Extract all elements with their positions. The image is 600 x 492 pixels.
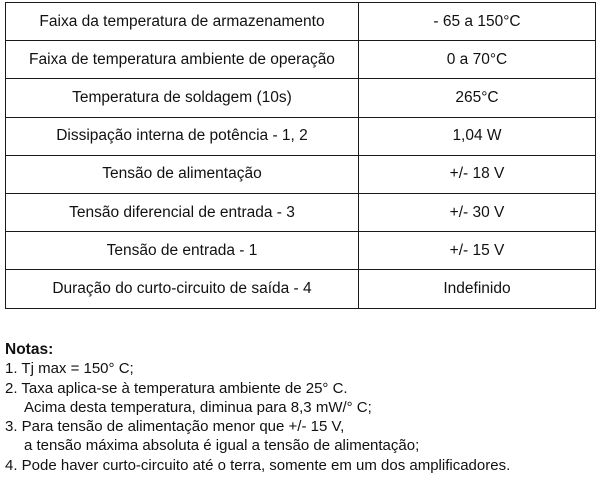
note-line: 3. Para tensão de alimentação menor que +/- 15 V, (5, 418, 345, 436)
note-line: Acima desta temperatura, diminua para 8,3 mW/° C; (24, 398, 372, 416)
note-line: 4. Pode haver curto-circuito até o terra, somente em um dos amplificadores. (5, 456, 511, 474)
value-cell: 0 a 70°C (359, 41, 596, 79)
parameter-cell: Tensão de alimentação (6, 155, 359, 193)
value-cell: +/- 15 V (359, 232, 596, 270)
table-row (6, 155, 596, 193)
table-row (6, 193, 596, 231)
parameter-cell: Duração do curto-circuito de saída - 4 (6, 270, 359, 308)
notes-title: Notas: (5, 341, 54, 358)
specifications-table (5, 2, 596, 309)
value-cell: - 65 a 150°C (359, 3, 596, 41)
table-row (6, 3, 596, 41)
notes-section (5, 340, 597, 475)
table-row (6, 117, 596, 155)
table-row (6, 270, 596, 308)
parameter-cell: Dissipação interna de potência - 1, 2 (6, 117, 359, 155)
value-cell: 265°C (359, 79, 596, 117)
value-cell: +/- 30 V (359, 193, 596, 231)
table-row (6, 232, 596, 270)
value-cell: 1,04 W (359, 117, 596, 155)
parameter-cell: Faixa de temperatura ambiente de operação (6, 41, 359, 79)
parameter-cell: Tensão de entrada - 1 (6, 232, 359, 270)
parameter-cell: Temperatura de soldagem (10s) (6, 79, 359, 117)
table-row (6, 79, 596, 117)
parameter-cell: Tensão diferencial de entrada - 3 (6, 193, 359, 231)
note-line: a tensão máxima absoluta é igual a tensão de alimentação; (24, 437, 420, 455)
table-row (6, 41, 596, 79)
note-line: 2. Taxa aplica-se à temperatura ambiente de 25° C. (5, 379, 348, 397)
parameter-cell: Faixa da temperatura de armazenamento (6, 3, 359, 41)
value-cell: Indefinido (359, 270, 596, 308)
note-line: 1. Tj max = 150° C; (5, 360, 134, 378)
value-cell: +/- 18 V (359, 155, 596, 193)
